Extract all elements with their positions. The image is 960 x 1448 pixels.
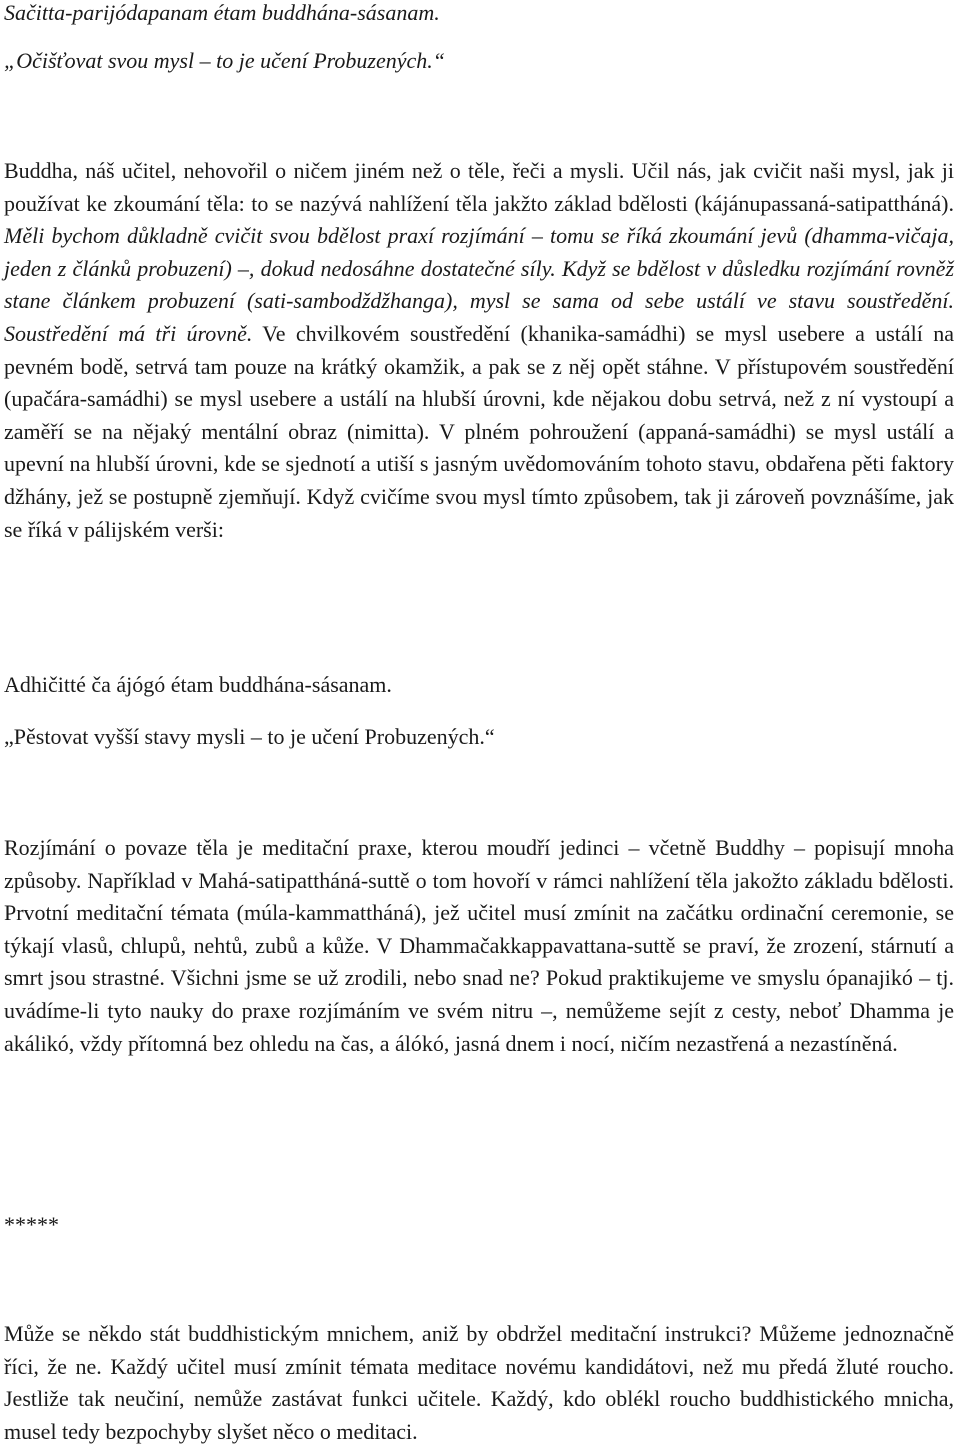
p3-sentence-1: Může se někdo stát buddhistickým mnichem, aniž by obdržel meditační instrukci? — [4, 1321, 752, 1346]
p1-sentence-1: Buddha, náš učitel, nehovořil o ničem jiném než o těle, řeči a mysli. — [4, 158, 625, 183]
p3-sentence-5: Každý, kdo oblékl roucho buddhistického mnicha, musel tedy bezpochyby slyšet něco o meditaci. — [4, 1386, 954, 1444]
p2-sentence-4: V Dhammačakkappavattana-suttě se praví, že zrození, stárnutí a smrt jsou strastné. — [4, 932, 954, 991]
p2-sentence-5: Všichni jsme se už zrodili, nebo snad ne? — [170, 965, 540, 991]
p1-sentence-9: Když cvičíme svou mysl tímto způsobem, tak ji zároveň povznášíme, jak se říká v pálijském verši: — [4, 483, 954, 542]
paragraph-2 — [4, 832, 954, 1060]
p3-sentence-2: Můžeme jednoznačně říci, že ne. — [4, 1321, 954, 1379]
p2-sentence-1: Rozjímání o povaze těla je meditační praxe, kterou moudří jedinci – včetně Buddhy – popisují mnoha způsoby. — [4, 835, 954, 893]
p1-sentence-3: Měli bychom důkladně cvičit svou bdělost praxí rozjímání – tomu se říká zkoumání jevů (dhamma-vičaja, jeden z článků probuzení) –, dokud nedosáhne dostatečné síly. — [4, 223, 954, 281]
paragraph-1 — [4, 155, 954, 546]
verse-translation-1: „Očišťovat svou mysl – to je učení Probuzených.“ — [4, 48, 445, 73]
paragraph-3 — [4, 1318, 954, 1448]
p2-sentence-6: Pokud praktikujeme ve smyslu ópanajikó – tj. uvádíme-li tyto nauky do praxe rozjímáním ve svém nitru –, nemůžeme sejít z cesty, neboť Dhamma je akálikó, vždy přítomná bez ohledu na čas, a álókó, jasná dnem i nocí, ničím nezastřená a nezastíněná. — [4, 965, 954, 1056]
p3-sentence-3: Každý učitel musí zmínit témata meditace novému kandidátovi, než mu předá žluté roucho. — [110, 1353, 955, 1379]
pali-verse-1: Sačitta-parijódapanam étam buddhána-sásanam. — [4, 0, 440, 25]
p1-sentence-4: Když se bdělost v důsledku rozjímání rovněž stane článkem probuzení (sati-sambodždžhanga), mysl se sama od sebe ustálí ve stavu soustředění. — [4, 255, 955, 314]
p2-sentence-2: Například v Mahá-satipattháná-suttě o tom hovoří v rámci nahlížení těla jakožto základu bdělosti. — [87, 867, 954, 893]
section-separator: ***** — [4, 1212, 59, 1237]
verse-translation-2: „Pěstovat vyšší stavy mysli – to je učení Probuzených.“ — [4, 724, 495, 749]
p2-sentence-3: Prvotní meditační témata (múla-kammattháná), jež učitel musí zmínit na začátku ordinační ceremonie, se týkají vlasů, chlupů, nehtů, zubů a kůže. — [4, 900, 954, 958]
p1-sentence-8: V plném pohroužení (appaná-samádhi) se mysl ustálí a upevní na hlubší úrovni, kde se sjednotí a utiší s jasným uvědomováním tohoto stavu, obdařena pěti faktory džhány, jež se postupně zjemňují. — [4, 418, 955, 509]
p1-sentence-2: Učil nás, jak cvičit naši mysl, jak ji používat ke zkoumání těla: to se nazývá nahlížení těla jakžto základ bdělosti (kájánupassaná-satipattháná). — [4, 158, 955, 216]
pali-verse-2: Adhičitté ča ájógó étam buddhána-sásanam. — [4, 672, 392, 697]
p1-sentence-7: V přístupovém soustředění (upačára-samádhi) se mysl usebere a ustálí na hlubší úrovni, kde nějakou dobu setrvá, než z ní vystoupí a zaměří se na nějaký mentální obraz (nimitta). — [4, 353, 954, 444]
p3-sentence-4: Jestliže tak neučiní, nemůže zastávat funkci učitele. — [4, 1386, 482, 1412]
p1-sentence-5: Soustředění má tři úrovně. — [4, 320, 253, 346]
p1-sentence-6: Ve chvilkovém soustředění (khanika-samádhi) se mysl usebere a ustálí na pevném bodě, setrvá tam pouze na krátký okamžik, a pak se z něj opět stáhne. — [4, 320, 954, 379]
